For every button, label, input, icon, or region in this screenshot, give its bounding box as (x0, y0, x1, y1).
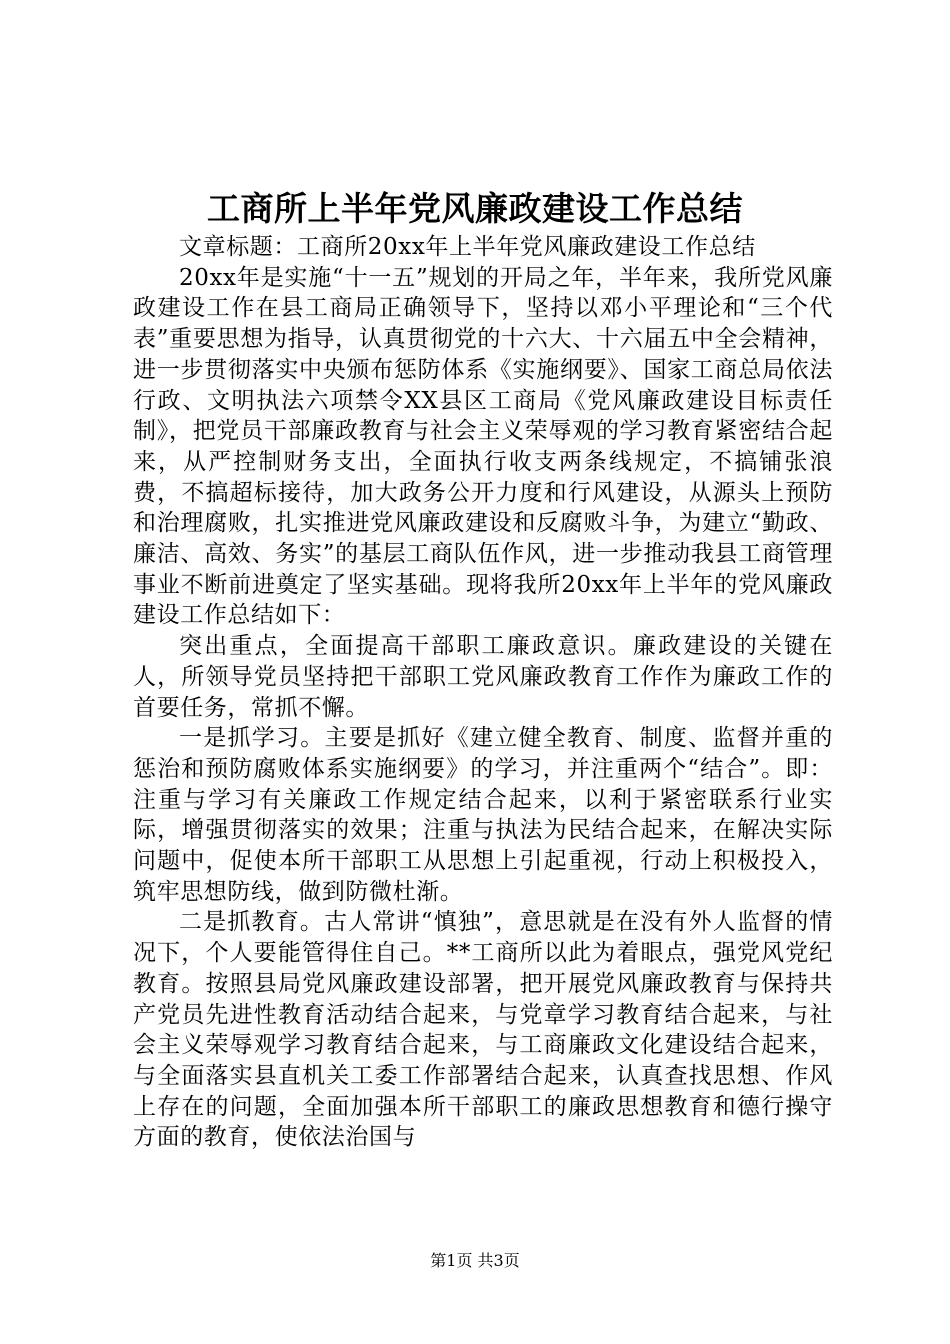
document-body (133, 232, 833, 1153)
document-title: 工商所上半年党风廉政建设工作总结 (207, 189, 743, 228)
page-number-footer: 第1页 共3页 (430, 1251, 520, 1270)
key-focus-paragraph: 突出重点，全面提高干部职工廉政意识。廉政建设的关键在人，所领导党员坚持把干部职工党风廉政教育工作作为廉政工作的首要任务，常抓不懈。 (133, 633, 833, 721)
article-title-line: 文章标题：工商所20xx年上半年党风廉政建设工作总结 (179, 234, 756, 260)
study-paragraph: 一是抓学习。主要是抓好《建立健全教育、制度、监督并重的惩治和预防腐败体系实施纲要》的学习，并注重两个“结合”。即：注重与学习有关廉政工作规定结合起来，以利于紧密联系行业实际，增强贯彻落实的效果；注重与执法为民结合起来，在解决实际问题中，促使本所干部职工从思想上引起重视，行动上积极投入，筑牢思想防线，做到防微杜渐。 (133, 725, 833, 905)
intro-paragraph: 20xx年是实施“十一五”规划的开局之年，半年来，我所党风廉政建设工作在县工商局正确领导下，坚持以邓小平理论和“三个代表”重要思想为指导，认真贯彻党的十六大、十六届五中全会精神，进一步贯彻落实中央颁布惩防体系《实施纲要》、国家工商总局依法行政、文明执法六项禁令XX县区工商局《党风廉政建设目标责任制》，把党员干部廉政教育与社会主义荣辱观的学习教育紧密结合起来，从严控制财务支出，全面执行收支两条线规定，不搞铺张浪费，不搞超标接待，加大政务公开力度和行风建设，从源头上预防和治理腐败，扎实推进党风廉政建设和反腐败斗争，为建立“勤政、廉洁、高效、务实”的基层工商队伍作风，进一步推动我县工商管理事业不断前进奠定了坚实基础。现将我所20xx年上半年的党风廉政建设工作总结如下： (133, 264, 833, 629)
education-paragraph: 二是抓教育。古人常讲“慎独”，意思就是在没有外人监督的情况下，个人要能管得住自己。**工商所以此为着眼点，强党风党纪教育。按照县局党风廉政建设部署，把开展党风廉政教育与保持共产党员先进性教育活动结合起来，与党章学习教育结合起来，与社会主义荣辱观学习教育结合起来，与工商廉政文化建设结合起来，与全面落实县直机关工委工作部署结合起来，认真查找思想、作风上存在的问题，全面加强本所干部职工的廉政思想教育和德行操守方面的教育，使依法治国与 (133, 909, 833, 1151)
